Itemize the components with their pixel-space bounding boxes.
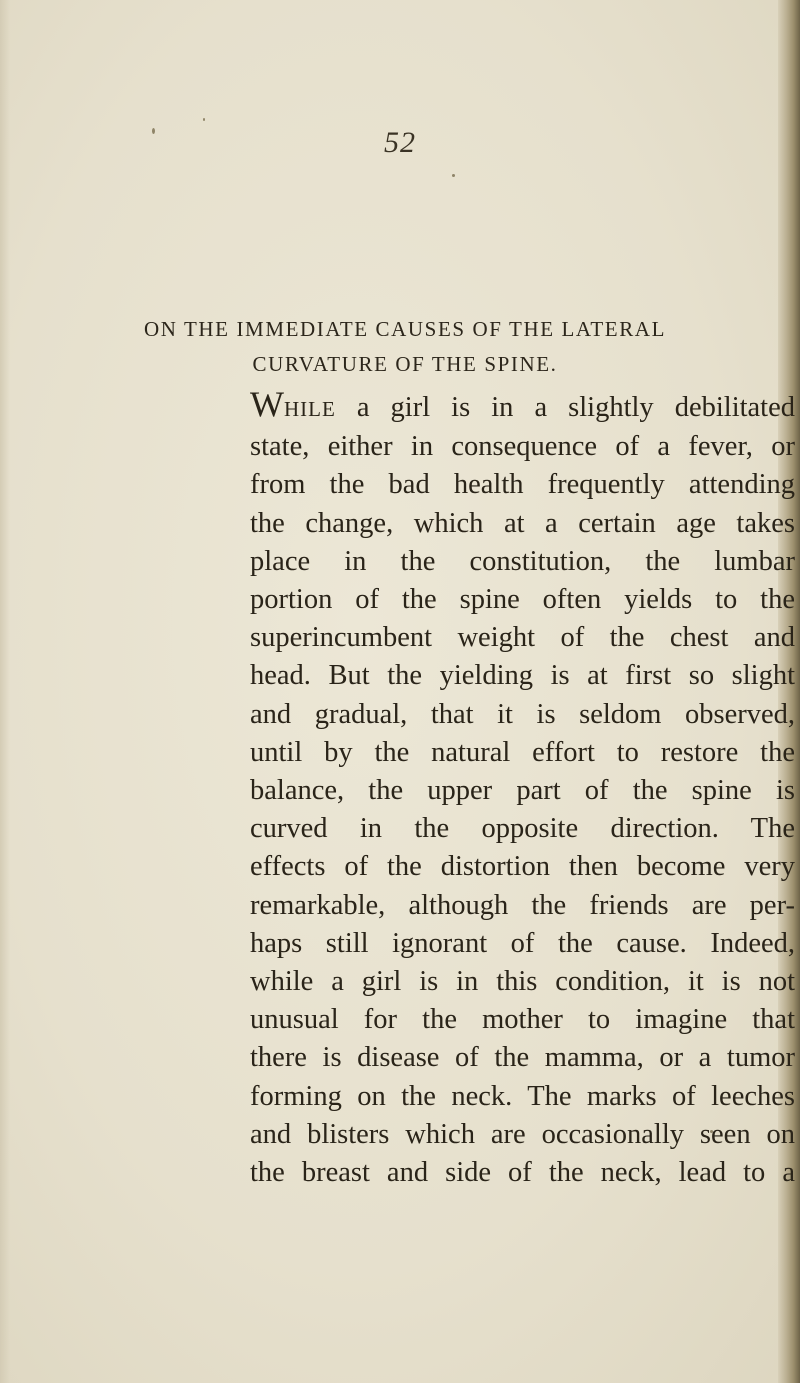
text-line: balance, the upper part of the spine is (250, 775, 795, 807)
text-line: the change, which at a certain age takes (250, 507, 795, 539)
chapter-title (40, 312, 770, 382)
paragraph-first-line (250, 385, 795, 428)
text-line: superincumbent weight of the chest and (250, 622, 795, 654)
text-line: place in the constitution, the lumbar (250, 545, 795, 577)
paper-speck (452, 174, 455, 177)
text-line: head. But the yielding is at first so slight (250, 660, 795, 692)
text-line: forming on the neck. The marks of leeches (250, 1080, 795, 1112)
text-line: from the bad health frequently attending (250, 469, 795, 501)
chapter-title-line-2: CURVATURE OF THE SPINE. (252, 352, 558, 376)
small-caps-word: HILE (283, 397, 336, 421)
text-line: state, either in consequence of a fever, or (250, 431, 795, 463)
text-line: and gradual, that it is seldom observed, (250, 698, 795, 730)
text-line: the breast and side of the neck, lead to a (250, 1157, 795, 1189)
text-line: there is disease of the mamma, or a tumor (250, 1042, 795, 1074)
text-line: remarkable, although the friends are per- (250, 889, 795, 921)
text-line: and blisters which are occasionally seen on (250, 1118, 795, 1150)
text-line: effects of the distortion then become very (250, 851, 795, 883)
page-number: 52 (384, 126, 416, 159)
body-paragraph (250, 385, 795, 1192)
chapter-title-line-1: ON THE IMMEDIATE CAUSES OF THE LATERAL (143, 317, 667, 341)
first-line-text: a girl is in a slightly debilitated (335, 392, 795, 423)
page-gutter-shadow (0, 0, 10, 1383)
text-line: unusual for the mother to imagine that (250, 1004, 795, 1036)
text-line: until by the natural effort to restore the (250, 736, 795, 768)
text-line: while a girl is in this condition, it is not (250, 966, 795, 998)
paper-speck (203, 118, 205, 121)
text-line: haps still ignorant of the cause. Indeed, (250, 927, 795, 959)
text-line: portion of the spine often yields to the (250, 584, 795, 616)
text-line: curved in the opposite direction. The (250, 813, 795, 845)
dropcap-letter: W (250, 384, 284, 424)
